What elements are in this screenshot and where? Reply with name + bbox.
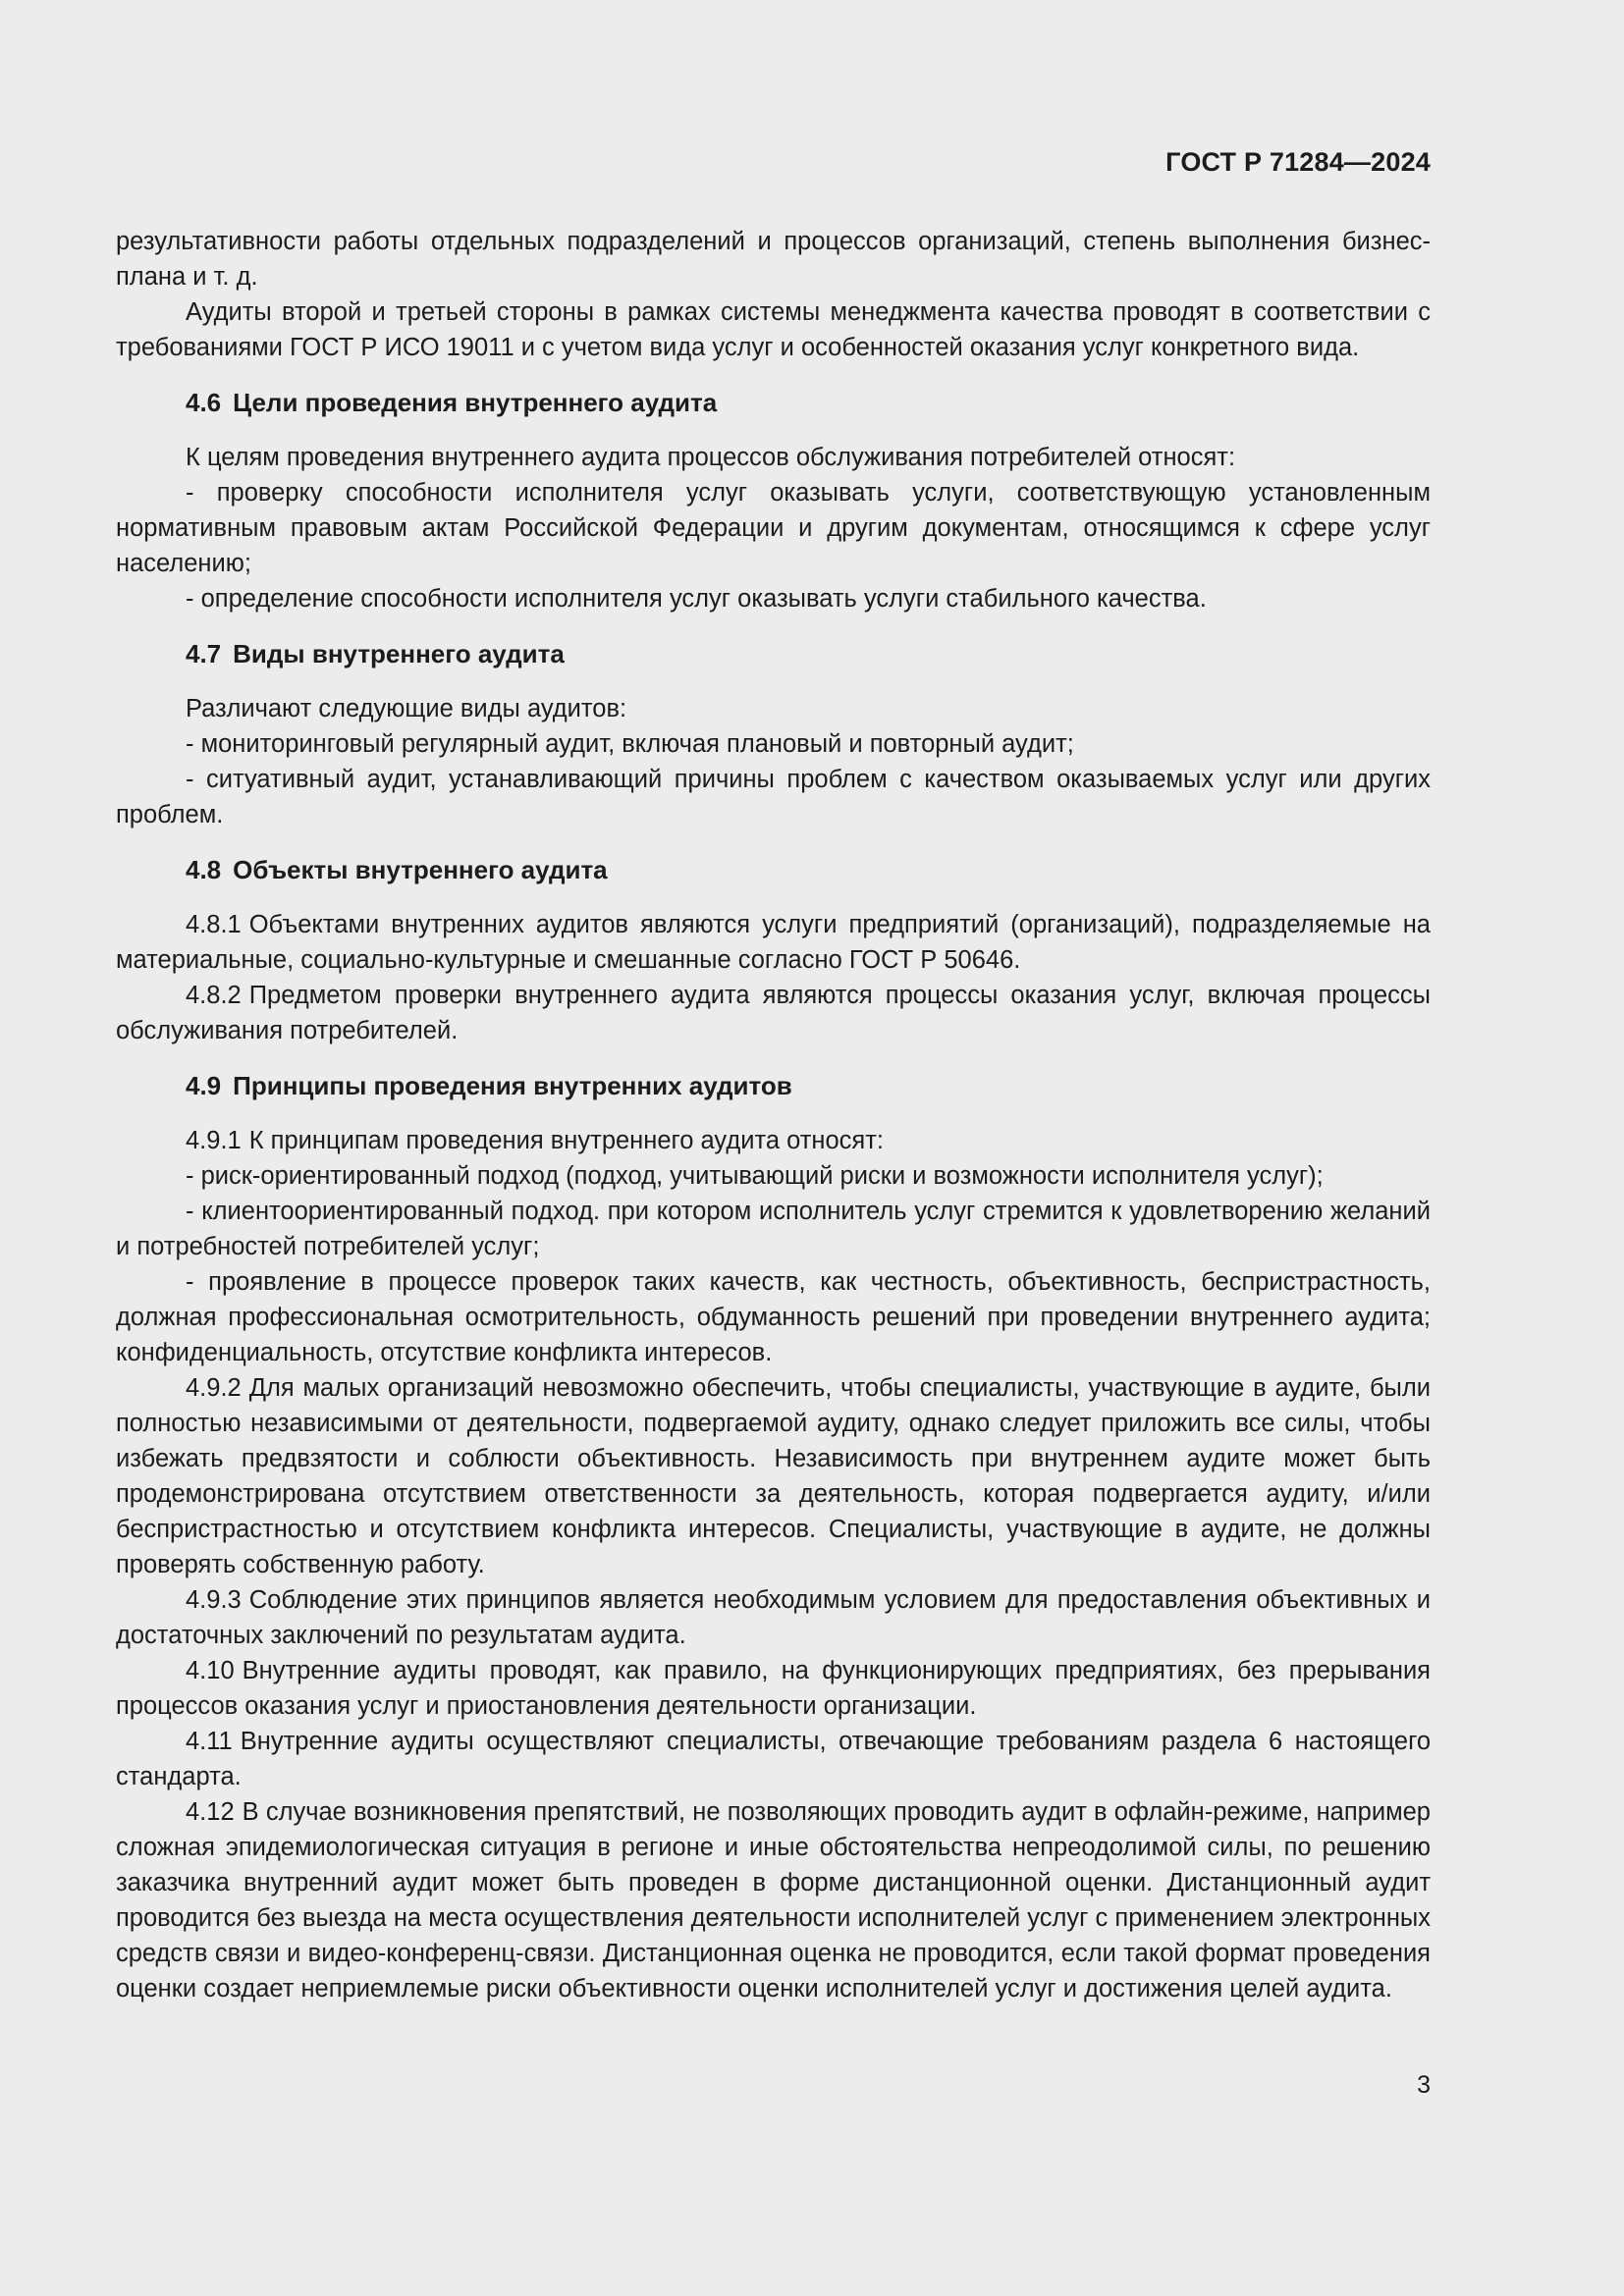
paragraph: К целям проведения внутреннего аудита процессов обслуживания потребителей относят: [186, 444, 1236, 471]
section-title: Виды внутреннего аудита [233, 639, 565, 668]
clause-number: 4.11 [186, 1728, 233, 1755]
list-item: - проявление в процессе проверок таких качеств, как честность, объективность, беспристрастность, должная профессиональная осмотрительность, обдуманность решений при проведении внутреннего аудита; конфиденциальность, отсутствие конфликта интересов. [116, 1268, 1431, 1366]
clause-text: Соблюдение этих принципов является необходимым условием для предоставления объективных и достаточных заключений по результатам аудита. [116, 1586, 1431, 1649]
list-item: - риск-ориентированный подход (подход, учитывающий риски и возможности исполнителя услуг); [186, 1162, 1324, 1190]
list-item: - ситуативный аудит, устанавливающий причины проблем с качеством оказываемых услуг или других проблем. [116, 766, 1431, 828]
numbered-paragraph [116, 1653, 1431, 1724]
section-heading-4-6 [116, 385, 1431, 420]
clause-text: К принципам проведения внутреннего аудита относят: [248, 1127, 885, 1154]
clause-text: Внутренние аудиты проводят, как правило, на функционирующих предприятиях, без прерывания процессов оказания услуг и приостановления деятельности организации. [116, 1657, 1431, 1720]
paragraph: результативности работы отдельных подразделений и процессов организаций, степень выполнения бизнес-плана и т. д. [116, 228, 1431, 291]
clause-number: 4.8.2 [186, 982, 242, 1009]
numbered-paragraph [116, 1794, 1431, 2006]
clause-number: 4.12 [186, 1798, 235, 1826]
clause-text: Для малых организаций невозможно обеспечить, чтобы специалисты, участвующие в аудите, были полностью независимыми от деятельности, подвергаемой аудиту, однако следует приложить все силы, чтобы избежать предвзятости и соблюсти объективность. Независимость при внутреннем аудите может быть продемонстрирована отсутствием ответственности за деятельность, которая подвергается аудиту, и/или беспристрастностью и отсутствием конфликта интересов. Специалисты, участвующие в аудите, не должны проверять собственную работу. [116, 1374, 1431, 1578]
clause-text: Предметом проверки внутреннего аудита являются процессы оказания услуг, включая процессы обслуживания потребителей. [116, 982, 1431, 1044]
section-heading-4-8 [116, 852, 1431, 887]
clause-number: 4.9.3 [186, 1586, 242, 1614]
document-page [116, 0, 1431, 2296]
clause-text: Внутренние аудиты осуществляют специалисты, отвечающие требованиям раздела 6 настоящего стандарта. [116, 1728, 1431, 1790]
standard-designation: ГОСТ Р 71284—2024 [1165, 147, 1431, 177]
section-heading-4-9 [116, 1068, 1431, 1103]
numbered-paragraph [116, 1582, 1431, 1653]
section-title: Цели проведения внутреннего аудита [233, 388, 718, 417]
list-item: - определение способности исполнителя услуг оказывать услуги стабильного качества. [186, 585, 1207, 613]
list-item: - мониторинговый регулярный аудит, включая плановый и повторный аудит; [186, 730, 1074, 758]
list-item: - клиентоориентированный подход. при котором исполнитель услуг стремится к удовлетворению желаний и потребностей потребителей услуг; [116, 1198, 1431, 1260]
section-heading-4-7 [116, 636, 1431, 671]
clause-number: 4.9.2 [186, 1374, 242, 1402]
section-number: 4.8 [186, 855, 222, 884]
numbered-paragraph [116, 978, 1431, 1048]
clause-number: 4.8.1 [186, 911, 242, 938]
section-title: Объекты внутреннего аудита [233, 855, 608, 884]
clause-text: Объектами внутренних аудитов являются услуги предприятий (организаций), подразделяемые на материальные, социально-культурные и смешанные согласно ГОСТ Р 50646. [116, 911, 1431, 974]
paragraph: Различают следующие виды аудитов: [186, 695, 627, 722]
clause-number: 4.9.1 [186, 1127, 242, 1154]
numbered-paragraph [116, 907, 1431, 978]
numbered-paragraph [116, 1123, 1431, 1158]
section-number: 4.6 [186, 388, 222, 417]
list-item: - проверку способности исполнителя услуг оказывать услуги, соответствующую установленным нормативным правовым актам Российской Федерации и другим документам, относящимся к сфере услуг населению; [116, 479, 1431, 577]
page-content [116, 224, 1431, 2006]
paragraph: Аудиты второй и третьей стороны в рамках системы менеджмента качества проводят в соответствии с требованиями ГОСТ Р ИСО 19011 и с учетом вида услуг и особенностей оказания услуг конкретного вида. [116, 298, 1431, 361]
section-title: Принципы проведения внутренних аудитов [233, 1071, 792, 1100]
numbered-paragraph [116, 1370, 1431, 1582]
page-number: 3 [1417, 2071, 1431, 2099]
section-number: 4.7 [186, 639, 222, 668]
numbered-paragraph [116, 1724, 1431, 1794]
clause-number: 4.10 [186, 1657, 235, 1684]
section-number: 4.9 [186, 1071, 222, 1100]
clause-text: В случае возникновения препятствий, не позволяющих проводить аудит в офлайн-режиме, например сложная эпидемиологическая ситуация в регионе и иные обстоятельства непреодолимой силы, по решению заказчика внутренний аудит может быть проведен в форме дистанционной оценки. Дистанционный аудит проводится без выезда на места осуществления деятельности исполнителей услуг с применением электронных средств связи и видео-конференц-связи. Дистанционная оценка не проводится, если такой формат проведения оценки создает неприемлемые риски объективности оценки исполнителей услуг и достижения целей аудита. [116, 1798, 1431, 2002]
